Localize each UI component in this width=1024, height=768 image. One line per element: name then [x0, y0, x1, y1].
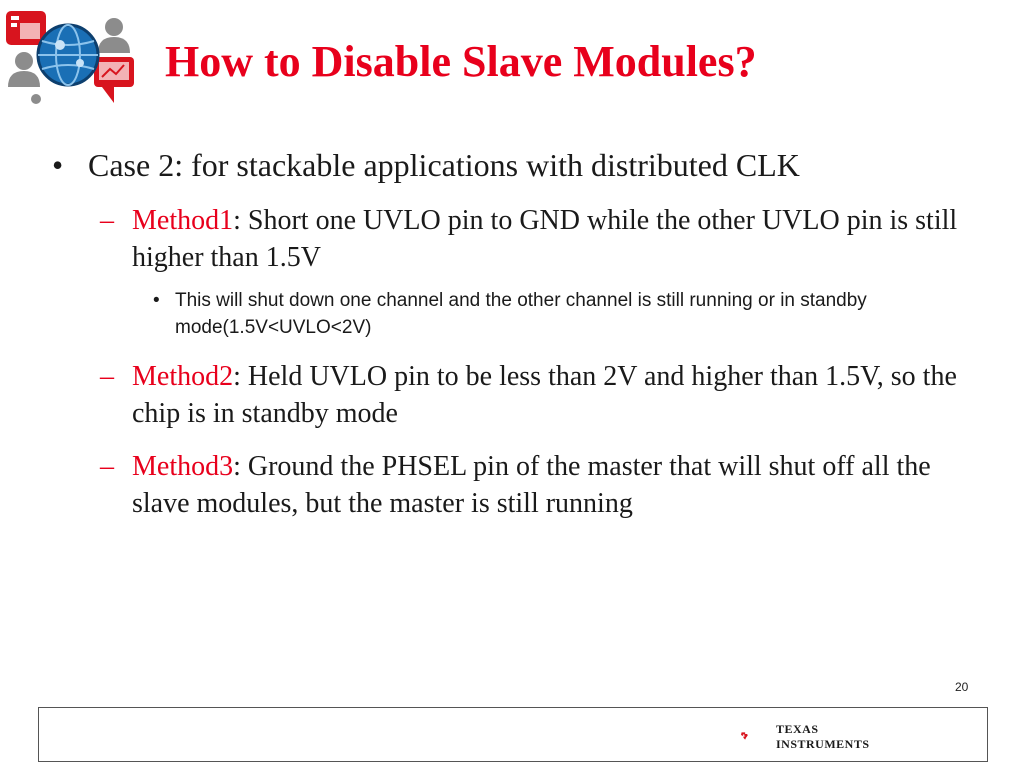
sub-bullet-text: This will shut down one channel and the other channel is still running or in standby mode(1.5V<UVLO<2V): [175, 290, 867, 338]
ti-brand-line2: INSTRUMENTS: [776, 737, 870, 751]
sub-bullet-marker: •: [153, 290, 160, 311]
dash-marker: –: [100, 361, 114, 392]
slide-title: How to Disable Slave Modules?: [165, 37, 757, 86]
bullet-text: Case 2: for stackable applications with distributed CLK: [88, 147, 800, 183]
dash-marker: –: [100, 205, 114, 236]
method1-label: Method1: [132, 205, 234, 236]
presentation-network-logo-icon: [2, 5, 138, 111]
bullet-marker: •: [52, 147, 64, 183]
method3-text: : Ground the PHSEL pin of the master that will shut off all the slave modules, but the master is still running: [132, 451, 931, 519]
dash-marker: –: [100, 451, 114, 482]
method1-text: : Short one UVLO pin to GND while the other UVLO pin is still higher than 1.5V: [132, 205, 958, 273]
ti-brand-line1: TEXAS: [776, 722, 819, 736]
ti-brand-text: [776, 722, 870, 752]
page-number: 20: [955, 680, 969, 694]
texas-instruments-logo-icon: [740, 718, 776, 754]
method2-text: : Held UVLO pin to be less than 2V and higher than 1.5V, so the chip is in standby mode: [132, 361, 957, 429]
method3-label: Method3: [132, 451, 234, 482]
method2-label: Method2: [132, 361, 234, 392]
